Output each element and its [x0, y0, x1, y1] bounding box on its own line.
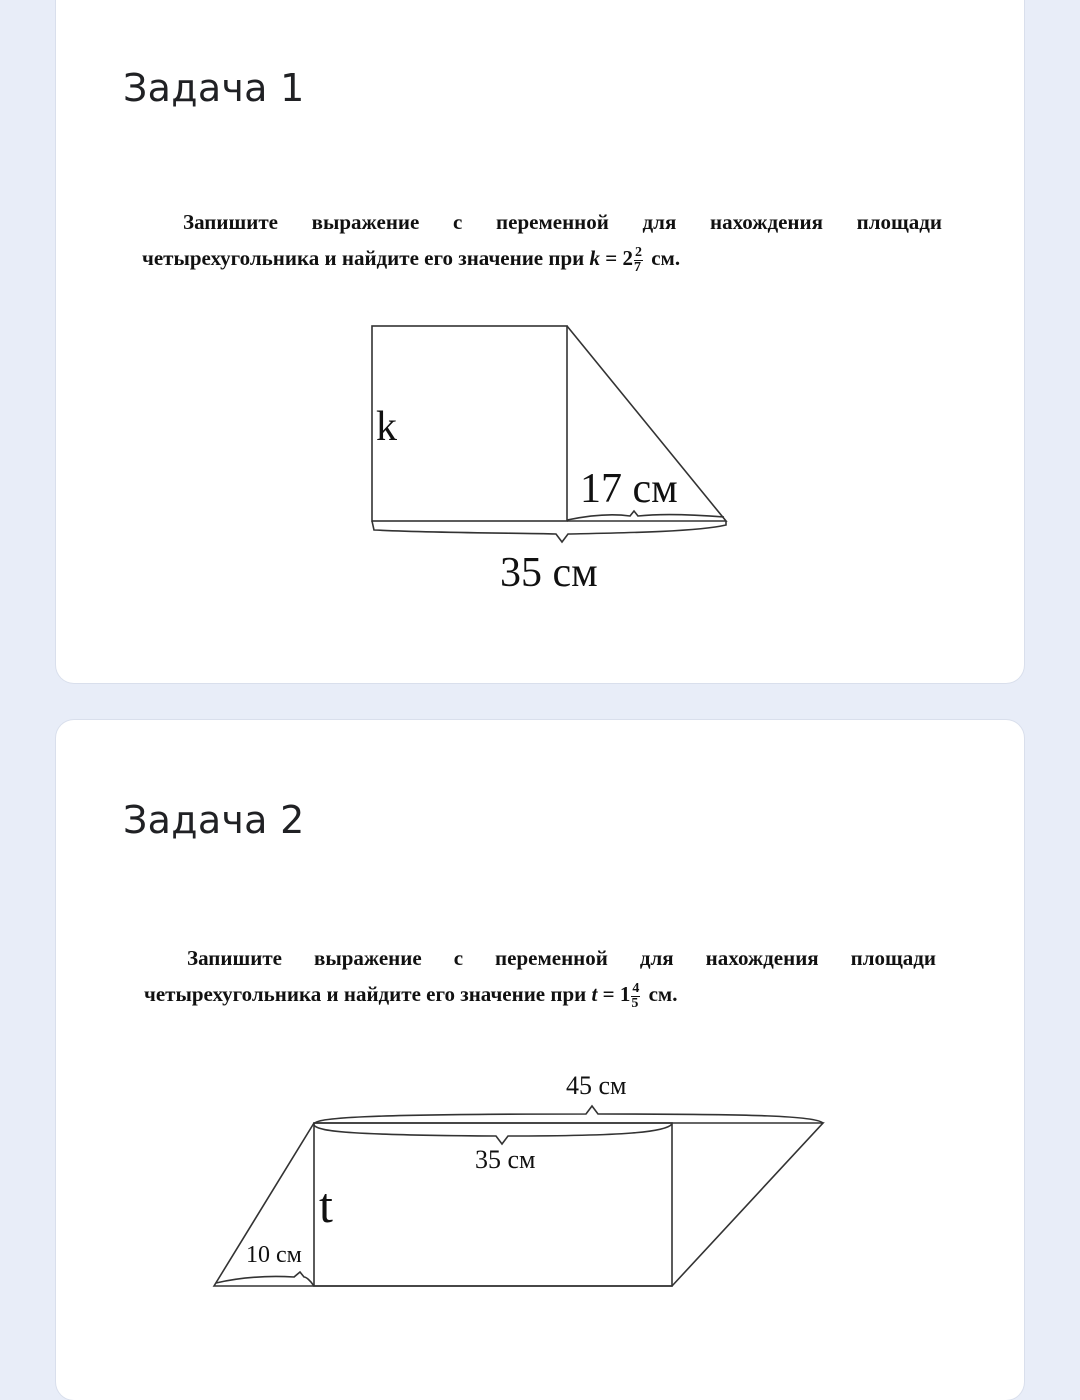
problem-variable: t [591, 982, 598, 1006]
fraction-numerator: 4 [632, 980, 640, 996]
brace-35 [314, 1124, 672, 1144]
mixed-number-whole: 2 [622, 246, 633, 270]
problem-text: Запишите выражение с переменной для нахождения площади четырехугольника и найдите его значение при [144, 946, 936, 1006]
task-card-2 [56, 720, 1024, 1400]
mixed-number-whole: 1 [619, 982, 631, 1006]
equals-sign: = [605, 246, 618, 270]
brace-35 [372, 521, 726, 542]
figure-label-35: 35 см [500, 550, 598, 596]
brace-45 [314, 1106, 823, 1124]
fraction-numerator: 2 [634, 244, 642, 260]
figure-1 [56, 0, 1024, 683]
unit: см. [648, 982, 678, 1006]
parallelogram-shape [214, 1106, 823, 1286]
unit: см. [651, 246, 681, 270]
brace-17 [567, 511, 724, 520]
brace-10 [216, 1272, 314, 1286]
figure-label-35: 35 см [475, 1145, 536, 1174]
figure-2 [56, 720, 1024, 1400]
figure-label-17: 17 см [580, 466, 678, 512]
figure-label-t: t [319, 1177, 333, 1233]
task-card-1 [56, 0, 1024, 683]
figure-label-10: 10 см [246, 1242, 302, 1268]
task-title: Задача 2 [123, 798, 305, 842]
square [372, 326, 567, 521]
fraction-denominator: 7 [633, 259, 641, 275]
problem-text: Запишите выражение с переменной для нахождения площади четырехугольника и найдите его значение при [142, 210, 942, 270]
equals-sign: = [602, 982, 615, 1006]
figure-label-45: 45 см [566, 1071, 627, 1100]
problem-variable: k [589, 246, 601, 270]
task-title: Задача 1 [123, 66, 305, 110]
fraction-denominator: 5 [631, 995, 639, 1011]
figure-label-k: k [376, 404, 397, 450]
